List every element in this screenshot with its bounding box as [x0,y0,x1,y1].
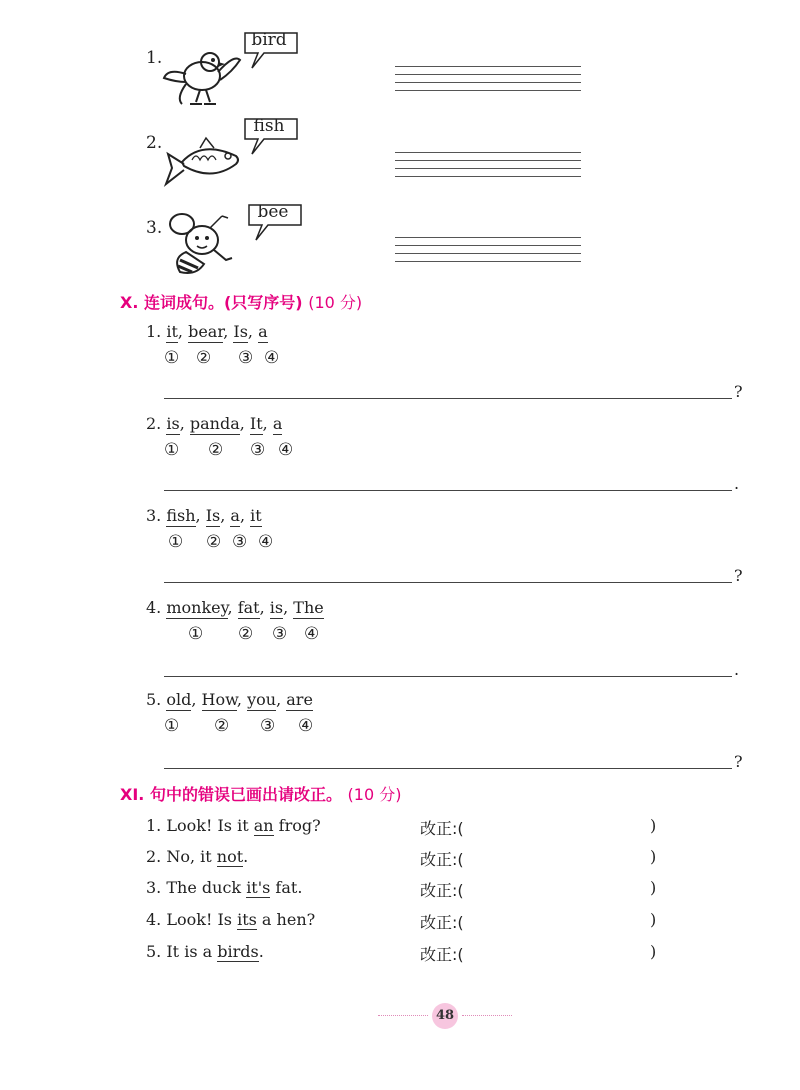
word-2: Is [205,506,221,525]
item-number: 2. [146,133,163,153]
separator: , [262,414,273,433]
x-question-1 [146,322,268,341]
word-3: is [269,598,284,617]
bubble-word: fish [253,116,285,136]
item-number: 3. [146,218,163,238]
separator: , [283,598,294,617]
word-4: it [250,506,262,525]
xi-question-4 [146,910,315,929]
sentence-before: Look! Is [166,910,238,929]
correction-label: 改正:( [420,913,464,932]
question-number: 1. [146,322,162,341]
close-paren: ) [650,847,657,866]
mark-3: ③ [250,440,266,460]
xi-question-3 [146,878,302,897]
mark-1: ① [164,716,180,736]
answer-line[interactable] [164,398,732,399]
question-number: 4. [146,910,162,929]
section-x-title [120,290,362,313]
bee-picture [162,208,244,282]
separator: , [223,322,234,341]
mark-1: ① [188,624,204,644]
mark-2: ② [208,440,224,460]
writing-lines [395,237,581,269]
mark-1: ① [164,348,180,368]
item-number: 1. [146,48,163,68]
page-number: 48 [432,1003,458,1029]
word-3: Is [233,322,248,341]
mark-4: ④ [258,532,274,552]
question-number: 5. [146,942,162,961]
separator: , [239,414,250,433]
mark-4: ④ [264,348,280,368]
sentence-before: It is a [166,942,218,961]
end-punctuation: ? [734,382,743,401]
mark-2: ② [206,532,222,552]
word-3: It [249,414,263,433]
mark-4: ④ [298,716,314,736]
speech-bubble-bee [246,202,306,242]
word-1: monkey [166,598,228,617]
writing-lines [395,152,581,184]
mark-3: ③ [260,716,276,736]
mark-1: ① [168,532,184,552]
fish-picture [162,134,244,198]
answer-line[interactable] [164,490,732,491]
sentence-after: frog? [273,816,321,835]
word-1: it [166,322,178,341]
correction-label: 改正:( [420,881,464,900]
x-question-5 [146,690,313,709]
error-word: it's [246,878,271,897]
close-paren: ) [650,816,657,835]
close-paren: ) [650,910,657,929]
x-question-4 [146,598,324,617]
word-1: is [166,414,180,433]
word-2: fat [237,598,260,617]
answer-line[interactable] [164,768,732,769]
separator: , [179,414,190,433]
writing-lines [395,66,581,98]
close-paren: ) [650,878,657,897]
end-punctuation: ? [734,752,743,771]
separator: , [239,506,251,525]
mark-2: ② [238,624,254,644]
section-title-text: XI. 句中的错误已画出请改正。 [120,785,342,804]
error-word: not [216,847,244,866]
mark-2: ② [196,348,212,368]
question-number: 1. [146,816,162,835]
mark-4: ④ [304,624,320,644]
mark-4: ④ [278,440,294,460]
answer-line[interactable] [164,582,732,583]
word-2: How [201,690,237,709]
separator: , [247,322,259,341]
separator: , [259,598,270,617]
word-4: a [272,414,283,433]
page-number-decoration-left [378,1015,428,1016]
separator: , [191,690,202,709]
separator: , [220,506,231,525]
bubble-word: bee [257,202,289,222]
bird-picture [162,46,244,112]
sentence-before: No, it [166,847,217,866]
word-1: fish [166,506,196,525]
section-score: (10 分) [308,293,363,312]
end-punctuation: . [734,660,740,679]
close-paren: ) [650,942,657,961]
correction-label: 改正:( [420,945,464,964]
xi-question-1 [146,816,321,835]
question-number: 3. [146,506,162,525]
mark-3: ③ [272,624,288,644]
word-4: The [293,598,324,617]
speech-bubble-fish [242,116,302,156]
word-2: bear [188,322,224,341]
word-4: a [258,322,268,341]
sentence-after: a hen? [256,910,316,929]
question-number: 4. [146,598,162,617]
answer-line[interactable] [164,676,732,677]
sentence-before: The duck [166,878,247,897]
separator: , [227,598,238,617]
mark-2: ② [214,716,230,736]
section-title-text: X. 连词成句。(只写序号) [120,293,303,312]
word-3: you [247,690,277,709]
separator: , [177,322,189,341]
mark-1: ① [164,440,180,460]
sentence-after: . [258,942,264,961]
end-punctuation: . [734,474,740,493]
section-xi-title [120,782,401,805]
separator: , [195,506,206,525]
question-number: 2. [146,414,162,433]
question-number: 3. [146,878,162,897]
separator: , [236,690,248,709]
correction-label: 改正:( [420,850,464,869]
mark-3: ③ [238,348,254,368]
word-2: panda [189,414,240,433]
sentence-after: fat. [270,878,303,897]
xi-question-2 [146,847,248,866]
end-punctuation: ? [734,566,743,585]
page-number-decoration-right [462,1015,512,1016]
mark-3: ③ [232,532,248,552]
x-question-2 [146,414,282,433]
question-number: 2. [146,847,162,866]
word-3: a [230,506,240,525]
sentence-after: . [243,847,249,866]
x-question-3 [146,506,262,525]
question-number: 5. [146,690,162,709]
speech-bubble-bird [242,30,302,70]
word-1: old [166,690,192,709]
error-word: its [237,910,257,929]
correction-label: 改正:( [420,819,464,838]
word-4: are [286,690,313,709]
xi-question-5 [146,942,264,961]
section-score: (10 分) [347,785,402,804]
sentence-before: Look! Is it [166,816,254,835]
error-word: birds [217,942,259,961]
error-word: an [253,816,274,835]
separator: , [276,690,287,709]
bubble-word: bird [251,30,287,50]
